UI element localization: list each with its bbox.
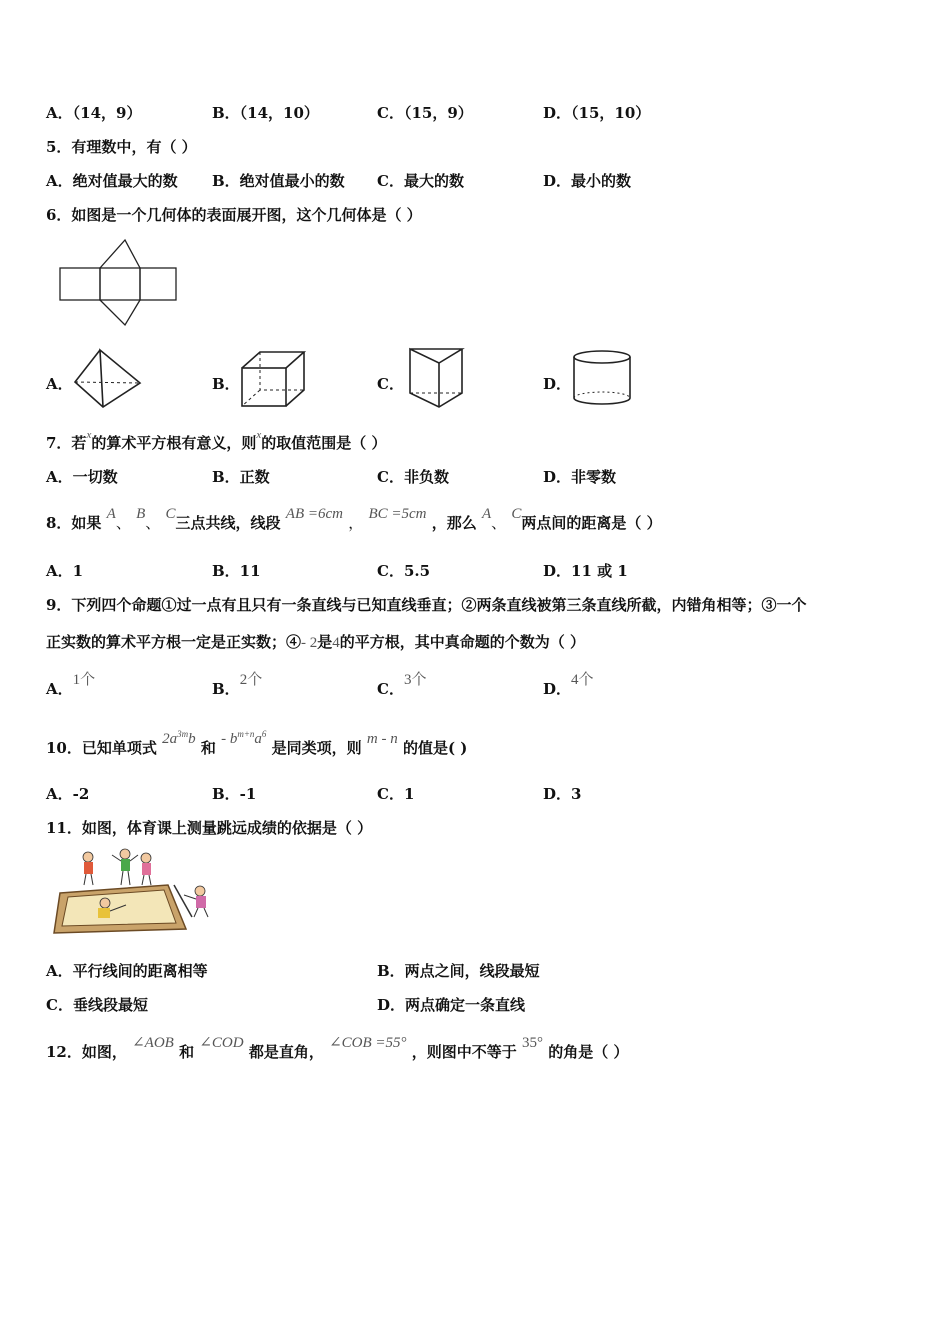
q12-angle-aob: ∠AOB [132,1035,174,1051]
q12-stem: 12．如图， ∠AOB 和 ∠COD 都是直角， ∠COB =55° ，则图中不等于 35° 的角是（ ） [46,1035,629,1061]
q6-stem: 6．如图是一个几何体的表面展开图，这个几何体是（ ） [46,206,422,224]
q6-net-figure [55,235,185,330]
q5-option-b: B．绝对值最小的数 [212,172,345,190]
q8-option-a: A．1 [46,562,84,580]
q7-option-a: A．一切数 [46,468,118,486]
q7-option-b: B．正数 [212,468,270,486]
q10-m-minus-n: m - n [366,731,398,747]
q11-long-jump-illustration [50,845,218,937]
q7-option-c: C．非负数 [377,468,449,486]
q8-option-c: C．5.5 [377,562,431,580]
q6-prism-icon [405,345,467,410]
q5-option-c: C．最大的数 [377,172,464,190]
q5-stem: 5．有理数中，有（ ） [46,138,197,156]
q5-option-d: D．最小的数 [543,172,632,190]
q10-option-a: A．-2 [46,785,90,803]
q12-angle-cod: ∠COD [199,1035,244,1051]
q4-option-c: C．（15，9） [377,104,473,122]
q8-stem: 8．如果 A、 B、 C三点共线，线段 AB =6cm ， BC =5cm ，那么 A、 C两点间的距离是（ ） [46,506,662,532]
q10-option-c: C．1 [377,785,415,803]
q11-option-c: C．垂线段最短 [46,996,148,1014]
q9-option-d: D．4个 [543,672,594,698]
q6-option-d: D． [543,375,572,393]
q12-angle-cob: ∠COB =55° [329,1035,407,1051]
q11-option-b: B．两点之间，线段最短 [377,962,540,980]
q9-option-c: C．3个 [377,672,427,698]
q10-term1: $2a^{3m}b$ [162,729,196,747]
q9-stem-line1: 9．下列四个命题①过一点有且只有一条直线与已知直线垂直；②两条直线被第三条直线所截，内错角相等；③一个 [46,596,807,614]
q6-option-b: B． [212,375,240,393]
q11-option-d: D．两点确定一条直线 [377,996,526,1014]
q11-option-a: A．平行线间的距离相等 [46,962,208,980]
q10-stem: 10．已知单项式 $2a^{3m}b$ 和 - $b^{m+n}a^6$ 是同类项，则 m - n 的值是( ) [46,729,468,757]
q12-degree: 35° [522,1035,543,1051]
q8-option-d: D．11 或 1 [543,562,628,580]
q10-option-b: B．-1 [212,785,257,803]
q9-option-a: A．1个 [46,672,96,698]
q8-bc-expr: BC =5cm [368,506,427,522]
q9-option-b: B．2个 [212,672,263,698]
q6-cube-icon [238,348,310,410]
q6-option-a: A． [46,375,73,393]
q7-stem: 7．若$^x$的算术平方根有意义，则$^x$的取值范围是（ ） [46,429,387,452]
q11-stem: 11．如图，体育课上测量跳远成绩的依据是（ ） [46,819,373,837]
q9-stem-line2: 正实数的算术平方根一定是正实数；④- 2是4的平方根，其中真命题的个数为（ ） [46,633,586,651]
q8-option-b: B．11 [212,562,261,580]
q8-ab-expr: AB =6cm [285,506,343,522]
q6-option-c: C． [377,375,404,393]
q10-term2: - $b^{m+n}a^6$ [221,729,267,747]
q5-option-a: A．绝对值最大的数 [46,172,178,190]
q7-option-d: D．非零数 [543,468,617,486]
q4-option-d: D．（15，10） [543,104,651,122]
q4-option-a: A．（14，9） [46,104,142,122]
q4-option-b: B．（14，10） [212,104,319,122]
q6-cylinder-icon [570,348,634,410]
q6-pyramid-icon [70,345,145,410]
q7-var-x: x [86,429,92,441]
q10-option-d: D．3 [543,785,582,803]
